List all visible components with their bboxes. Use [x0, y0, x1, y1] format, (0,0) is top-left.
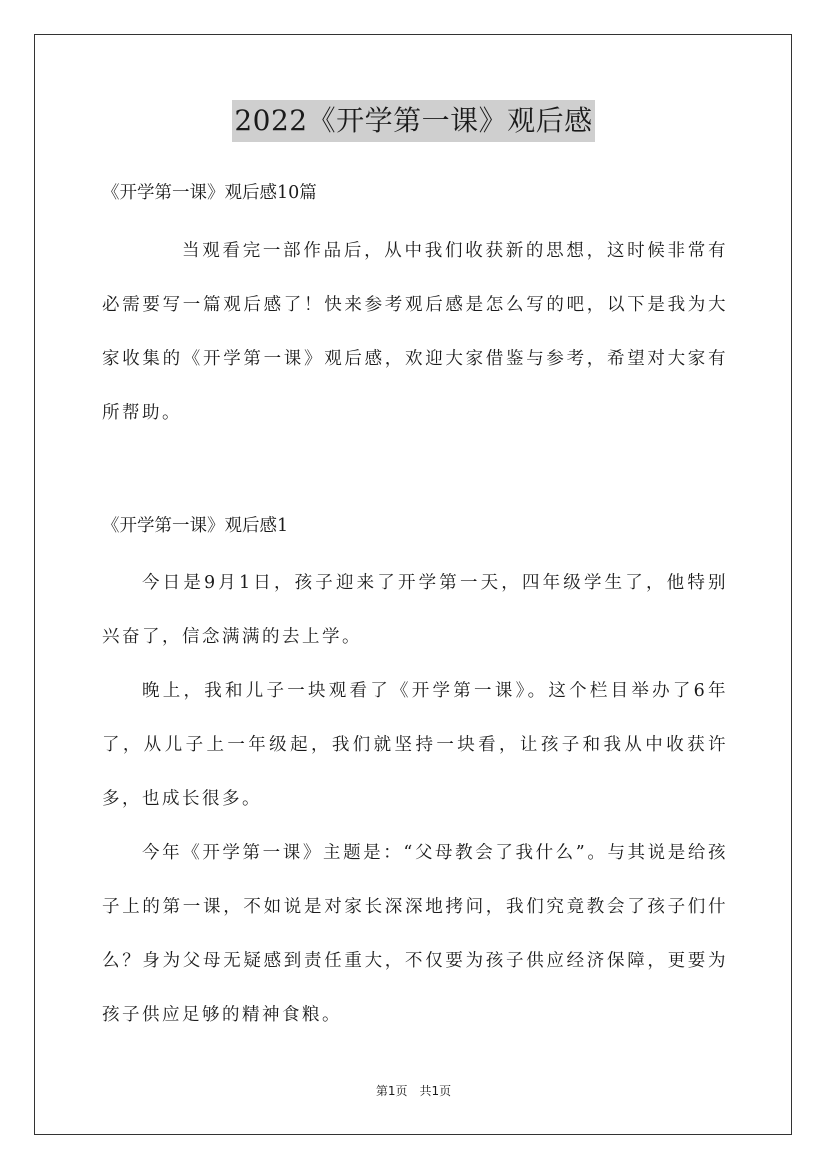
document-body [102, 162, 728, 1042]
body-paragraph-2: 晚上，我和儿子一块观看了《开学第一课》。这个栏目举办了6年了，从儿子上一年级起，我们就坚持一块看，让孩子和我从中收获许多，也成长很多。 [102, 681, 728, 809]
section-spacer [102, 440, 728, 496]
section-heading: 《开学第一课》观后感1 [102, 516, 289, 536]
body-paragraph-1: 今日是9月1日，孩子迎来了开学第一天，四年级学生了，他特别兴奋了，信念满满的去上学。 [102, 573, 728, 647]
body-paragraph-3: 今年《开学第一课》主题是：“父母教会了我什么”。与其说是给孩子上的第一课，不如说是对家长深深地拷问，我们究竟教会了孩子们什么？身为父母无疑感到责任重大，不仅要为孩子供应经济保障，更要为孩子供应足够的精神食粮。 [102, 843, 728, 1025]
document-title: 2022《开学第一课》观后感 [232, 100, 594, 142]
page-number: 第1页 [375, 1084, 408, 1098]
page-total: 共1页 [419, 1084, 452, 1098]
document-subtitle: 《开学第一课》观后感10篇 [102, 183, 317, 203]
page-footer [0, 1082, 827, 1099]
title-container [0, 100, 827, 142]
intro-paragraph: 当观看完一部作品后，从中我们收获新的思想，这时候非常有必需要写一篇观后感了！快来参考观后感是怎么写的吧，以下是我为大家收集的《开学第一课》观后感，欢迎大家借鉴与参考，希望对大家有所帮助。 [102, 241, 728, 423]
